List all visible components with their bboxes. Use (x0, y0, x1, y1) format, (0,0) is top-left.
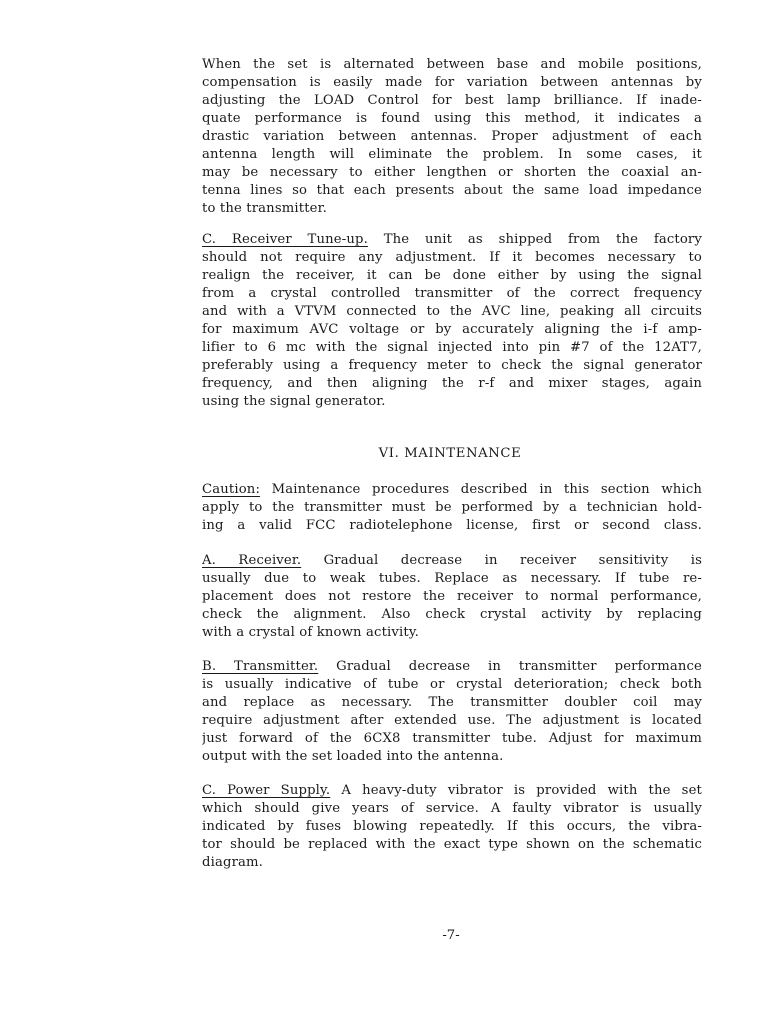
text-line: diagram. (202, 855, 264, 870)
text-line: indicated by fuses blowing repeatedly. If this occurs, the vibra- (202, 819, 702, 834)
text-line: ing a valid FCC radiotelephone license, first or second class. (202, 518, 702, 533)
text-run: Gradual decrease in receiver sensitivity is (301, 553, 702, 568)
text-line: check the alignment. Also check crystal activity by replacing (202, 607, 702, 622)
text-run: Maintenance procedures described in this section which (260, 482, 702, 497)
text-line: require adjustment after extended use. The adjustment is located (202, 713, 702, 728)
text-line: tenna lines so that each presents about the same load impedance (202, 183, 702, 198)
text-run: The unit as shipped from the factory (367, 232, 702, 247)
text-line: apply to the transmitter must be performed by a technician hold- (202, 500, 702, 515)
paragraph-power-supply (202, 782, 702, 872)
text-line: quate performance is found using this method, it indicates a (202, 111, 702, 126)
text-line: from a crystal controlled transmitter of the correct frequency (202, 286, 702, 301)
text-line: tor should be replaced with the exact type shown on the schematic (202, 837, 702, 852)
text-line (202, 658, 702, 676)
section-title: A. Receiver. (202, 553, 302, 568)
text-line: drastic variation between antennas. Proper adjustment of each (202, 129, 702, 144)
text-line: output with the set loaded into the antenna. (202, 749, 504, 764)
section-title: B. Transmitter. (202, 659, 319, 674)
text-line (202, 782, 702, 800)
paragraph-receiver (202, 552, 702, 642)
section-title: Caution: (202, 482, 261, 497)
text-line: and replace as necessary. The transmitter doubler coil may (202, 695, 702, 710)
text-line: antenna length will eliminate the problem. In some cases, it (202, 147, 702, 162)
text-line: should not require any adjustment. If it becomes necessary to (202, 250, 702, 265)
text-line: using the signal generator. (202, 394, 386, 409)
section-heading-maintenance: VI. MAINTENANCE (378, 446, 522, 461)
paragraph-base-mobile-compensation (202, 56, 702, 218)
section-title: C. Receiver Tune-up. (202, 232, 368, 247)
text-line: just forward of the 6CX8 transmitter tube. Adjust for maximum (202, 731, 702, 746)
text-line: realign the receiver, it can be done either by using the signal (202, 268, 702, 283)
section-title: C. Power Supply. (202, 783, 331, 798)
text-run: A heavy-duty vibrator is provided with the set (330, 783, 702, 798)
paragraph-receiver-tune-up (202, 231, 702, 411)
text-line: frequency, and then aligning the r-f and mixer stages, again (202, 376, 702, 391)
text-line: When the set is alternated between base and mobile positions, (202, 57, 702, 72)
page-number: -7- (442, 928, 460, 943)
text-line: may be necessary to either lengthen or shorten the coaxial an- (202, 165, 702, 180)
text-line: placement does not restore the receiver to normal performance, (202, 589, 702, 604)
text-line: preferably using a frequency meter to check the signal generator (202, 358, 702, 373)
text-line: usually due to weak tubes. Replace as necessary. If tube re- (202, 571, 702, 586)
text-run: Gradual decrease in transmitter performance (318, 659, 702, 674)
text-line: for maximum AVC voltage or by accurately aligning the i-f amp- (202, 322, 702, 337)
text-line (202, 481, 702, 499)
text-line: and with a VTVM connected to the AVC line, peaking all circuits (202, 304, 702, 319)
text-line: compensation is easily made for variation between antennas by (202, 75, 702, 90)
text-line: with a crystal of known activity. (202, 625, 420, 640)
text-line (202, 552, 702, 570)
text-line: lifier to 6 mc with the signal injected into pin #7 of the 12AT7, (202, 340, 702, 355)
text-line: to the transmitter. (202, 201, 327, 216)
paragraph-transmitter (202, 658, 702, 766)
paragraph-caution (202, 481, 702, 535)
text-line (202, 231, 702, 249)
text-line: is usually indicative of tube or crystal deterioration; check both (202, 677, 702, 692)
text-line: adjusting the LOAD Control for best lamp brilliance. If inade- (202, 93, 702, 108)
text-line: which should give years of service. A faulty vibrator is usually (202, 801, 702, 816)
